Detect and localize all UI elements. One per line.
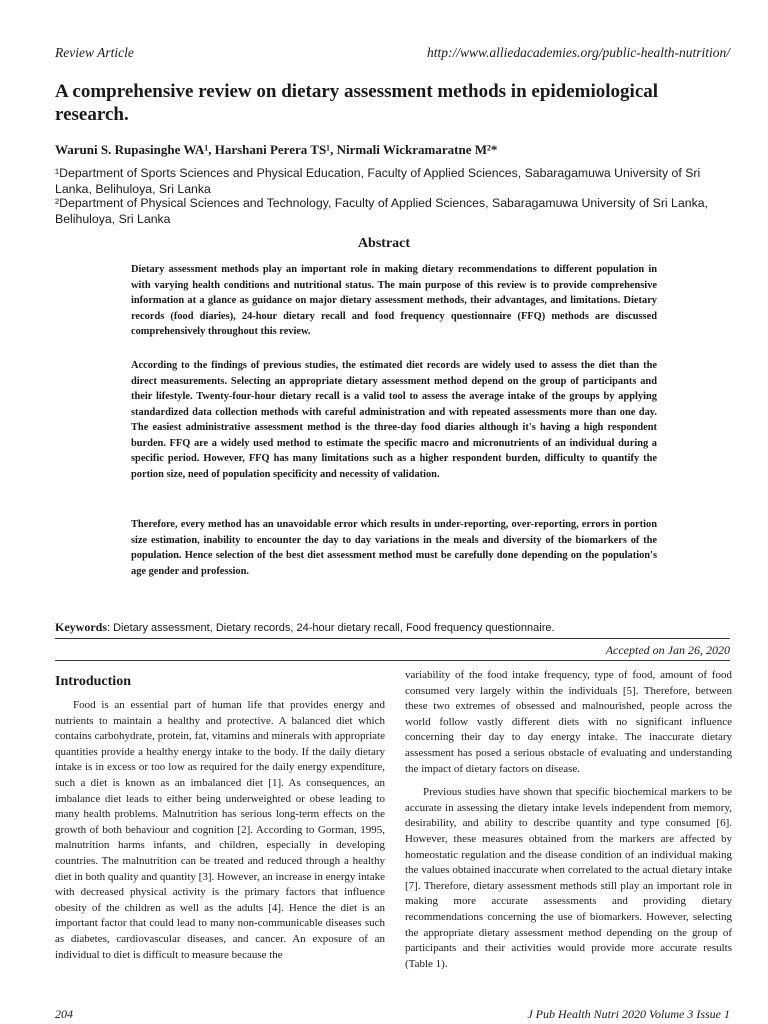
abstract-paragraph: Dietary assessment methods play an important role in making dietary recommendations to different population in with varying health conditions and nutritional status. The main purpose of this review is to provide comprehensive information at a glance as guidance on major dietary assessment methods, their advantages, and limitations. Dietary records (food diaries), 24-hour dietary recall and food frequency questionnaire (FFQ) methods are discussed comprehensively throughout this review. (131, 264, 657, 337)
right-column (405, 668, 732, 980)
article-title: A comprehensive review on dietary assessment methods in epidemiological research. (55, 81, 659, 125)
keywords-label: Keywords (55, 620, 107, 634)
body-paragraph: variability of the food intake frequency, type of food, amount of food consumed very largely within the individuals [5]. Therefore, between these two extremes of obsessed and malnourished, people across the world follow vastly different diets with no significant influence concerning their day to day energy intake. The inaccurate dietary assessment has posed a serious obstacle of evaluating and understanding the impact of dietary factors on disease. (405, 669, 732, 775)
affiliation-2: ²Department of Physical Sciences and Technology, Faculty of Applied Sciences, Sabaragamuwa University of Sri Lanka, Belihuloya, Sri Lanka (55, 196, 708, 226)
divider (55, 660, 730, 661)
article-type-label: Review Article (55, 45, 134, 60)
page-number: 204 (55, 1007, 73, 1021)
keywords-line (55, 620, 555, 635)
accepted-date: Accepted on Jan 26, 2020 (605, 643, 730, 657)
journal-citation: J Pub Health Nutri 2020 Volume 3 Issue 1 (527, 1007, 730, 1021)
affiliation-1: ¹Department of Sports Sciences and Physical Education, Faculty of Applied Sciences, Sabaragamuwa University of Sri Lanka, Belihuloya, Sri Lanka (55, 166, 701, 196)
journal-url-link[interactable]: http://www.alliedacademies.org/public-health-nutrition/ (427, 45, 730, 60)
abstract-paragraph: Therefore, every method has an unavoidable error which results in under-reporting, over-reporting, errors in portion size estimation, inability to encounter the day to day variations in the meals and diversity of the biomarkers of the population. Hence selection of the best diet assessment method must be carefully done depending on the population's age gender and profession. (131, 519, 657, 577)
author-list: Waruni S. Rupasinghe WA¹, Harshani Perera TS¹, Nirmali Wickramaratne M²* (55, 142, 498, 157)
introduction-heading: Introduction (55, 674, 131, 689)
abstract-heading: Abstract (357, 236, 411, 251)
body-paragraph: Food is an essential part of human life that provides energy and nutrients to maintain a healthy and protective. A balanced diet which contains carbohydrate, protein, fat, vitamins and minerals with appropriate quantities provide a healthy energy intake to the body. If the daily dietary intake is in excess or too low as required for the daily energy expenditure, such a diet is known as an imbalanced diet [1]. As consequences, an imbalance diet leads to either being underweighted or obese leading to many health problems. Malnutrition has serious long-term effects on the growth of both behaviour and cognition [2]. According to Gorman, 1995, malnutrition harms infants, and children, especially in developing countries. The malnutrition can be treated and reduced through a healthy diet in both quality and quantity [3]. However, an increase in energy intake with decreased physical activity is the primary factors that influence obesity of the children as well as the adults [4]. Hence the diet is an important factor that could lead to many non-communicable diseases such as diabetes, cardiovascular diseases, and cancer. An exposure of an individual to diet is difficult to measure because the (55, 699, 385, 961)
abstract-paragraph: According to the findings of previous studies, the estimated diet records are widely used to assess the diet than the direct measurements. Selecting an appropriate dietary assessment method depend on the group of participants and their lifestyle. Twenty-four-hour dietary recall is a valid tool to assess the average intake of the groups by applying standardized data collection methods with careful administration and with repeated assessments more than one day. The easiest administrative assessment method is the three-day food diaries although it's having a high respondent burden. FFQ are a widely used method to estimate the specific macro and micronutrients of an individual during a specific period. However, FFQ has many limitations such as a higher respondent burden, difficulty to quantify the portion size, need of population specificity and necessity of validation. (131, 360, 657, 480)
divider (55, 638, 730, 639)
keywords-text: : Dietary assessment, Dietary records, 24-hour dietary recall, Food frequency questionnaire. (107, 622, 555, 634)
left-column (55, 698, 385, 971)
body-paragraph: Previous studies have shown that specific biochemical markers to be accurate in assessing the dietary intake levels independent from memory, desirability, and ability to describe quantity and type consumed [6]. However, these measures obtained from the markers are affected by homeostatic regulation and the disease condition of an individual making the values obtained inaccurate when correlated to the actual dietary intake [7]. Therefore, dietary assessment methods still play an important role in making more accurate assessments and providing dietary recommendations concerning the use of biomarkers. However, selecting the appropriate dietary assessment method depending on the group of participants and their activities would provide more accurate results (Table 1). (405, 786, 732, 970)
